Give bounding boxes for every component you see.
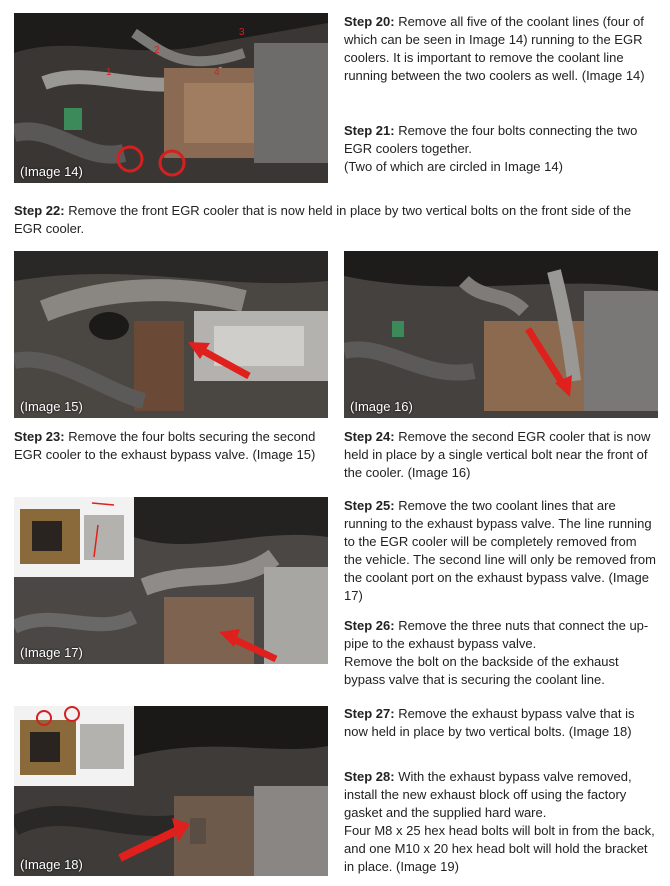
svg-text:1: 1 [106,67,112,78]
step-21 [344,122,658,176]
step-25-label: Step 25: [344,498,395,513]
engine-photo-image-16 [344,251,658,418]
engine-photo-image-14 [14,13,328,183]
step-20-text: Remove all five of the coolant lines (four of which can be seen in Image 14) running to the EGR coolers. It is important to remove the coolant line running between the two coolers as well. (Image 14) [344,14,645,83]
engine-photo-image-17 [14,497,328,664]
svg-text:3: 3 [239,27,245,38]
step-28-label: Step 28: [344,769,395,784]
engine-photo-image-18 [14,706,328,876]
step-28-note: Four M8 x 25 hex head bolts will bolt in from the back, and one M10 x 20 hex head bolt will hold the bracket in place. (Image 19) [344,823,655,874]
step-27 [344,705,658,741]
step-23-text: Remove the four bolts securing the second EGR cooler to the exhaust bypass valve. (Image 15) [14,429,316,462]
step-23-label: Step 23: [14,429,65,444]
step-22 [14,202,658,238]
step-21-label: Step 21: [344,123,395,138]
step-26-note: Remove the bolt on the backside of the exhaust bypass valve that is securing the coolant line. [344,654,619,687]
svg-text:4: 4 [214,67,220,78]
step-25 [344,497,658,605]
step-24 [344,428,658,482]
step-22-text: Remove the front EGR cooler that is now held in place by two vertical bolts on the front side of the EGR cooler. [14,203,632,236]
step-24-text: Remove the second EGR cooler that is now held in place by a single vertical bolt near the front of the cooler. (Image 16) [344,429,651,480]
step-27-text: Remove the exhaust bypass valve that is now held in place by two vertical bolts. (Image 18) [344,706,635,739]
image-15-caption: (Image 15) [20,399,83,414]
step-28-text: With the exhaust bypass valve removed, install the new exhaust block off using the factory gasket and the supplied hard ware. [344,769,632,820]
step-22-label: Step 22: [14,203,65,218]
photo-graphic [14,251,328,418]
photo-graphic [14,497,328,664]
svg-text:2: 2 [154,45,160,56]
step-28 [344,768,658,876]
step-25-text: Remove the two coolant lines that are running to the exhaust bypass valve. The line running to the EGR cooler will be completely removed from the vehicle. The second line will only be removed from the coolant port on the exhaust bypass valve. (Image 17) [344,498,656,603]
photo-graphic [344,251,658,418]
step-24-label: Step 24: [344,429,395,444]
image-18-caption: (Image 18) [20,857,83,872]
step-21-text: Remove the four bolts connecting the two EGR coolers together. [344,123,638,156]
photo-graphic [14,706,328,876]
step-27-label: Step 27: [344,706,395,721]
step-26-label: Step 26: [344,618,395,633]
photo-graphic [14,13,328,183]
step-26-text: Remove the three nuts that connect the up-pipe to the exhaust bypass valve. [344,618,649,651]
step-20-label: Step 20: [344,14,395,29]
step-21-note: (Two of which are circled in Image 14) [344,159,563,174]
image-17-caption: (Image 17) [20,645,83,660]
step-20 [344,13,658,85]
step-26 [344,617,658,689]
image-16-caption: (Image 16) [350,399,413,414]
image-14-caption: (Image 14) [20,164,83,179]
engine-photo-image-15 [14,251,328,418]
step-23 [14,428,328,464]
